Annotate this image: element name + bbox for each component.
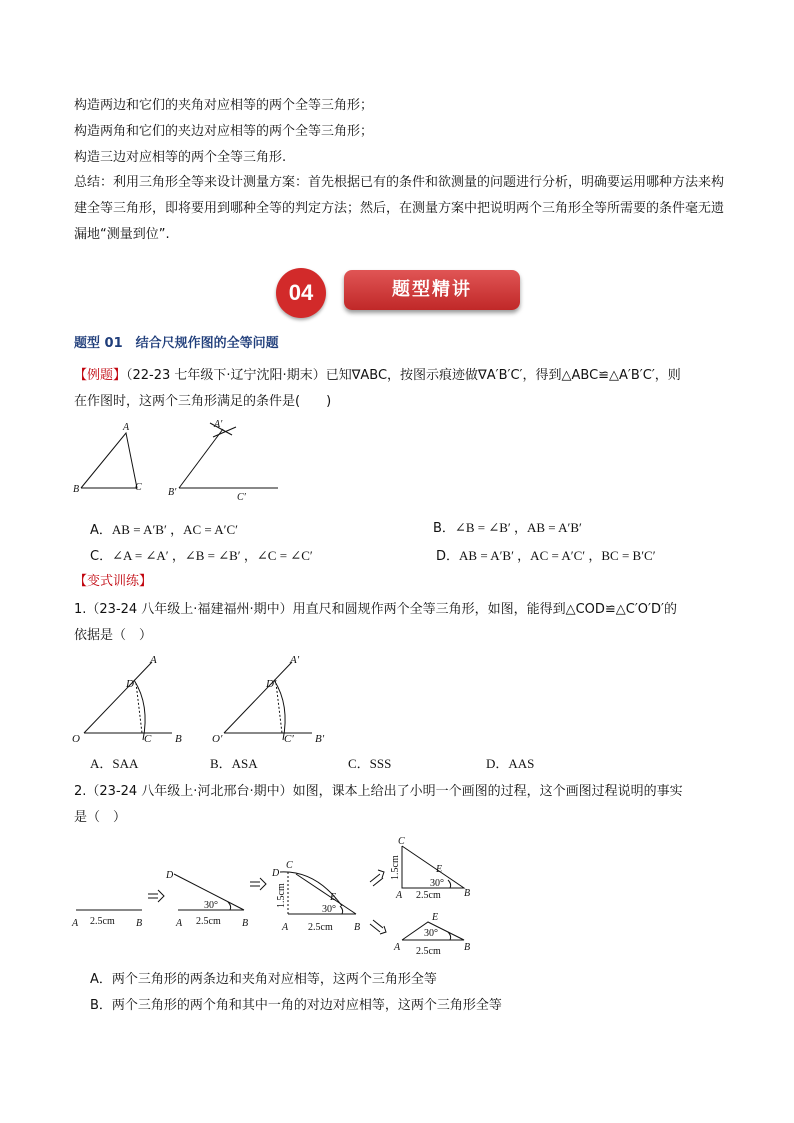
q2-s5-b: B [464,942,471,953]
q2-s3-height: 1.5cm [276,883,287,908]
label-c: C [135,482,142,493]
label-c-prime: C′ [237,492,246,503]
q2-s4-len: 2.5cm [416,890,441,901]
example-line-1 [74,366,681,386]
q2-text-2: 是（ ） [74,810,127,825]
q2-s4-a: A [396,890,403,901]
summary-conclusion: 总结：利用三角形全等来设计测量方案：首先根据已有的条件和欲测量的问题进行分析，明确要运用哪种方法来构建全等三角形，即将要用到哪种全等的判定方法；然后，在测量方案中把说明两个三角形全等所需要的条件毫无遗漏地“测量到位”. [74,175,725,242]
q2-s3-d: D [272,868,280,879]
q2-s3-e: E [330,892,337,903]
example-option-b[interactable]: B．∠B = ∠B′ ，AB = A′B′ [433,520,582,536]
q1-label-c: C [144,733,152,745]
q2-s1-a: A [72,918,79,929]
q2-s4-height: 1.5cm [390,855,401,880]
q2-s1-b: B [136,918,143,929]
label-b: B [73,484,80,495]
summary-line-2: 构造两角和它们的夹边对应相等的两个全等三角形； [74,124,374,139]
q2-s4-e: E [436,864,443,875]
q1-label-a-prime: A′ [290,654,300,666]
q2-s5-e: E [432,912,439,923]
q2-s5-len: 2.5cm [416,946,441,957]
banner-number-badge [276,268,326,318]
q2-s3-c: C [286,860,293,871]
q1-label-c-prime: C′ [284,733,294,745]
q1-figure [70,650,340,750]
q2-s3-b: B [354,922,361,933]
q2-s2-d: D [166,870,174,881]
q1-option-a[interactable]: A．SAA [90,756,139,771]
example-option-d[interactable]: D．AB = A′B′ ，AC = A′C′ ，BC = B′C′ [436,548,656,564]
label-b-prime: B′ [168,487,177,498]
banner-number: 04 [288,280,314,305]
q2-s4-angle: 30° [430,878,444,889]
example-tag: 【例题】 [74,368,127,383]
q2-s3-a: A [282,922,289,933]
q2-s5-angle: 30° [424,928,438,939]
q1-label-o-prime: O′ [212,733,223,745]
q2-s2-a: A [176,918,183,929]
q1-label-b-prime: B′ [315,733,325,745]
example-text-1: （22-23 七年级下·辽宁沈阳·期末）已知∇ABC，按图示痕迹做∇A′B′C′，得到△ABC≌△A′B′C′，则 [126,368,681,383]
q2-s3-len: 2.5cm [308,922,333,933]
q2-s5-a: A [394,942,401,953]
q2-text-1: 2.（23-24 八年级上·河北邢台·期中）如图，课本上给出了小明一个画图的过程，这个画图过程说明的事实 [74,784,683,799]
label-a-prime: A′ [214,419,223,430]
q2-s4-c: C [398,836,405,847]
q2-option-b[interactable]: B．两个三角形的两个角和其中一角的对边对应相等，这两个三角形全等 [90,998,502,1013]
summary-line-3: 构造三边对应相等的两个全等三角形. [74,150,287,165]
summary-line-1: 构造两边和它们的夹角对应相等的两个全等三角形； [74,98,374,113]
q1-label-d-prime: D′ [266,678,277,690]
q2-option-a[interactable]: A．两个三角形的两条边和夹角对应相等，这两个三角形全等 [90,972,437,987]
q1-option-c[interactable]: C．SSS [348,756,392,771]
q1-text-2: 依据是（ ） [74,628,153,643]
q2-s3-angle: 30° [322,904,336,915]
example-text-2: 在作图时，这两个三角形满足的条件是( ) [74,394,332,409]
variant-tag: 【变式训练】 [74,574,153,589]
q1-label-b: B [175,733,182,745]
q2-s2-angle: 30° [204,900,218,911]
q1-label-o: O [72,733,80,745]
q2-figure [66,834,486,960]
triangle-abc [81,433,137,488]
q2-s4-b: B [464,888,471,899]
q1-label-a: A [150,654,157,666]
label-a: A [123,422,130,433]
banner-title-box [344,270,520,310]
example-option-a[interactable]: A．AB = A′B′ ，AC = A′C′ [90,522,238,538]
section-title: 题型 01 结合尺规作图的全等问题 [74,336,279,351]
example-option-c[interactable]: C．∠A = ∠A′ ，∠B = ∠B′ ，∠C = ∠C′ [90,548,313,564]
q1-option-b[interactable]: B．ASA [210,756,258,771]
example-figure [60,415,300,505]
q1-option-d[interactable]: D．AAS [486,756,535,771]
segment-b1a1 [179,429,223,488]
section-banner [272,266,522,322]
q2-s2-b: B [242,918,249,929]
q1-label-d: D [126,678,134,690]
q1-text-1: 1.（23-24 八年级上·福建福州·期中）用直尺和圆规作两个全等三角形，如图，能得到△COD≌△C′O′D′的 [74,602,677,617]
q2-s2-len: 2.5cm [196,916,221,927]
banner-title: 题型精讲 [392,279,472,300]
q2-s1-len: 2.5cm [90,916,115,927]
